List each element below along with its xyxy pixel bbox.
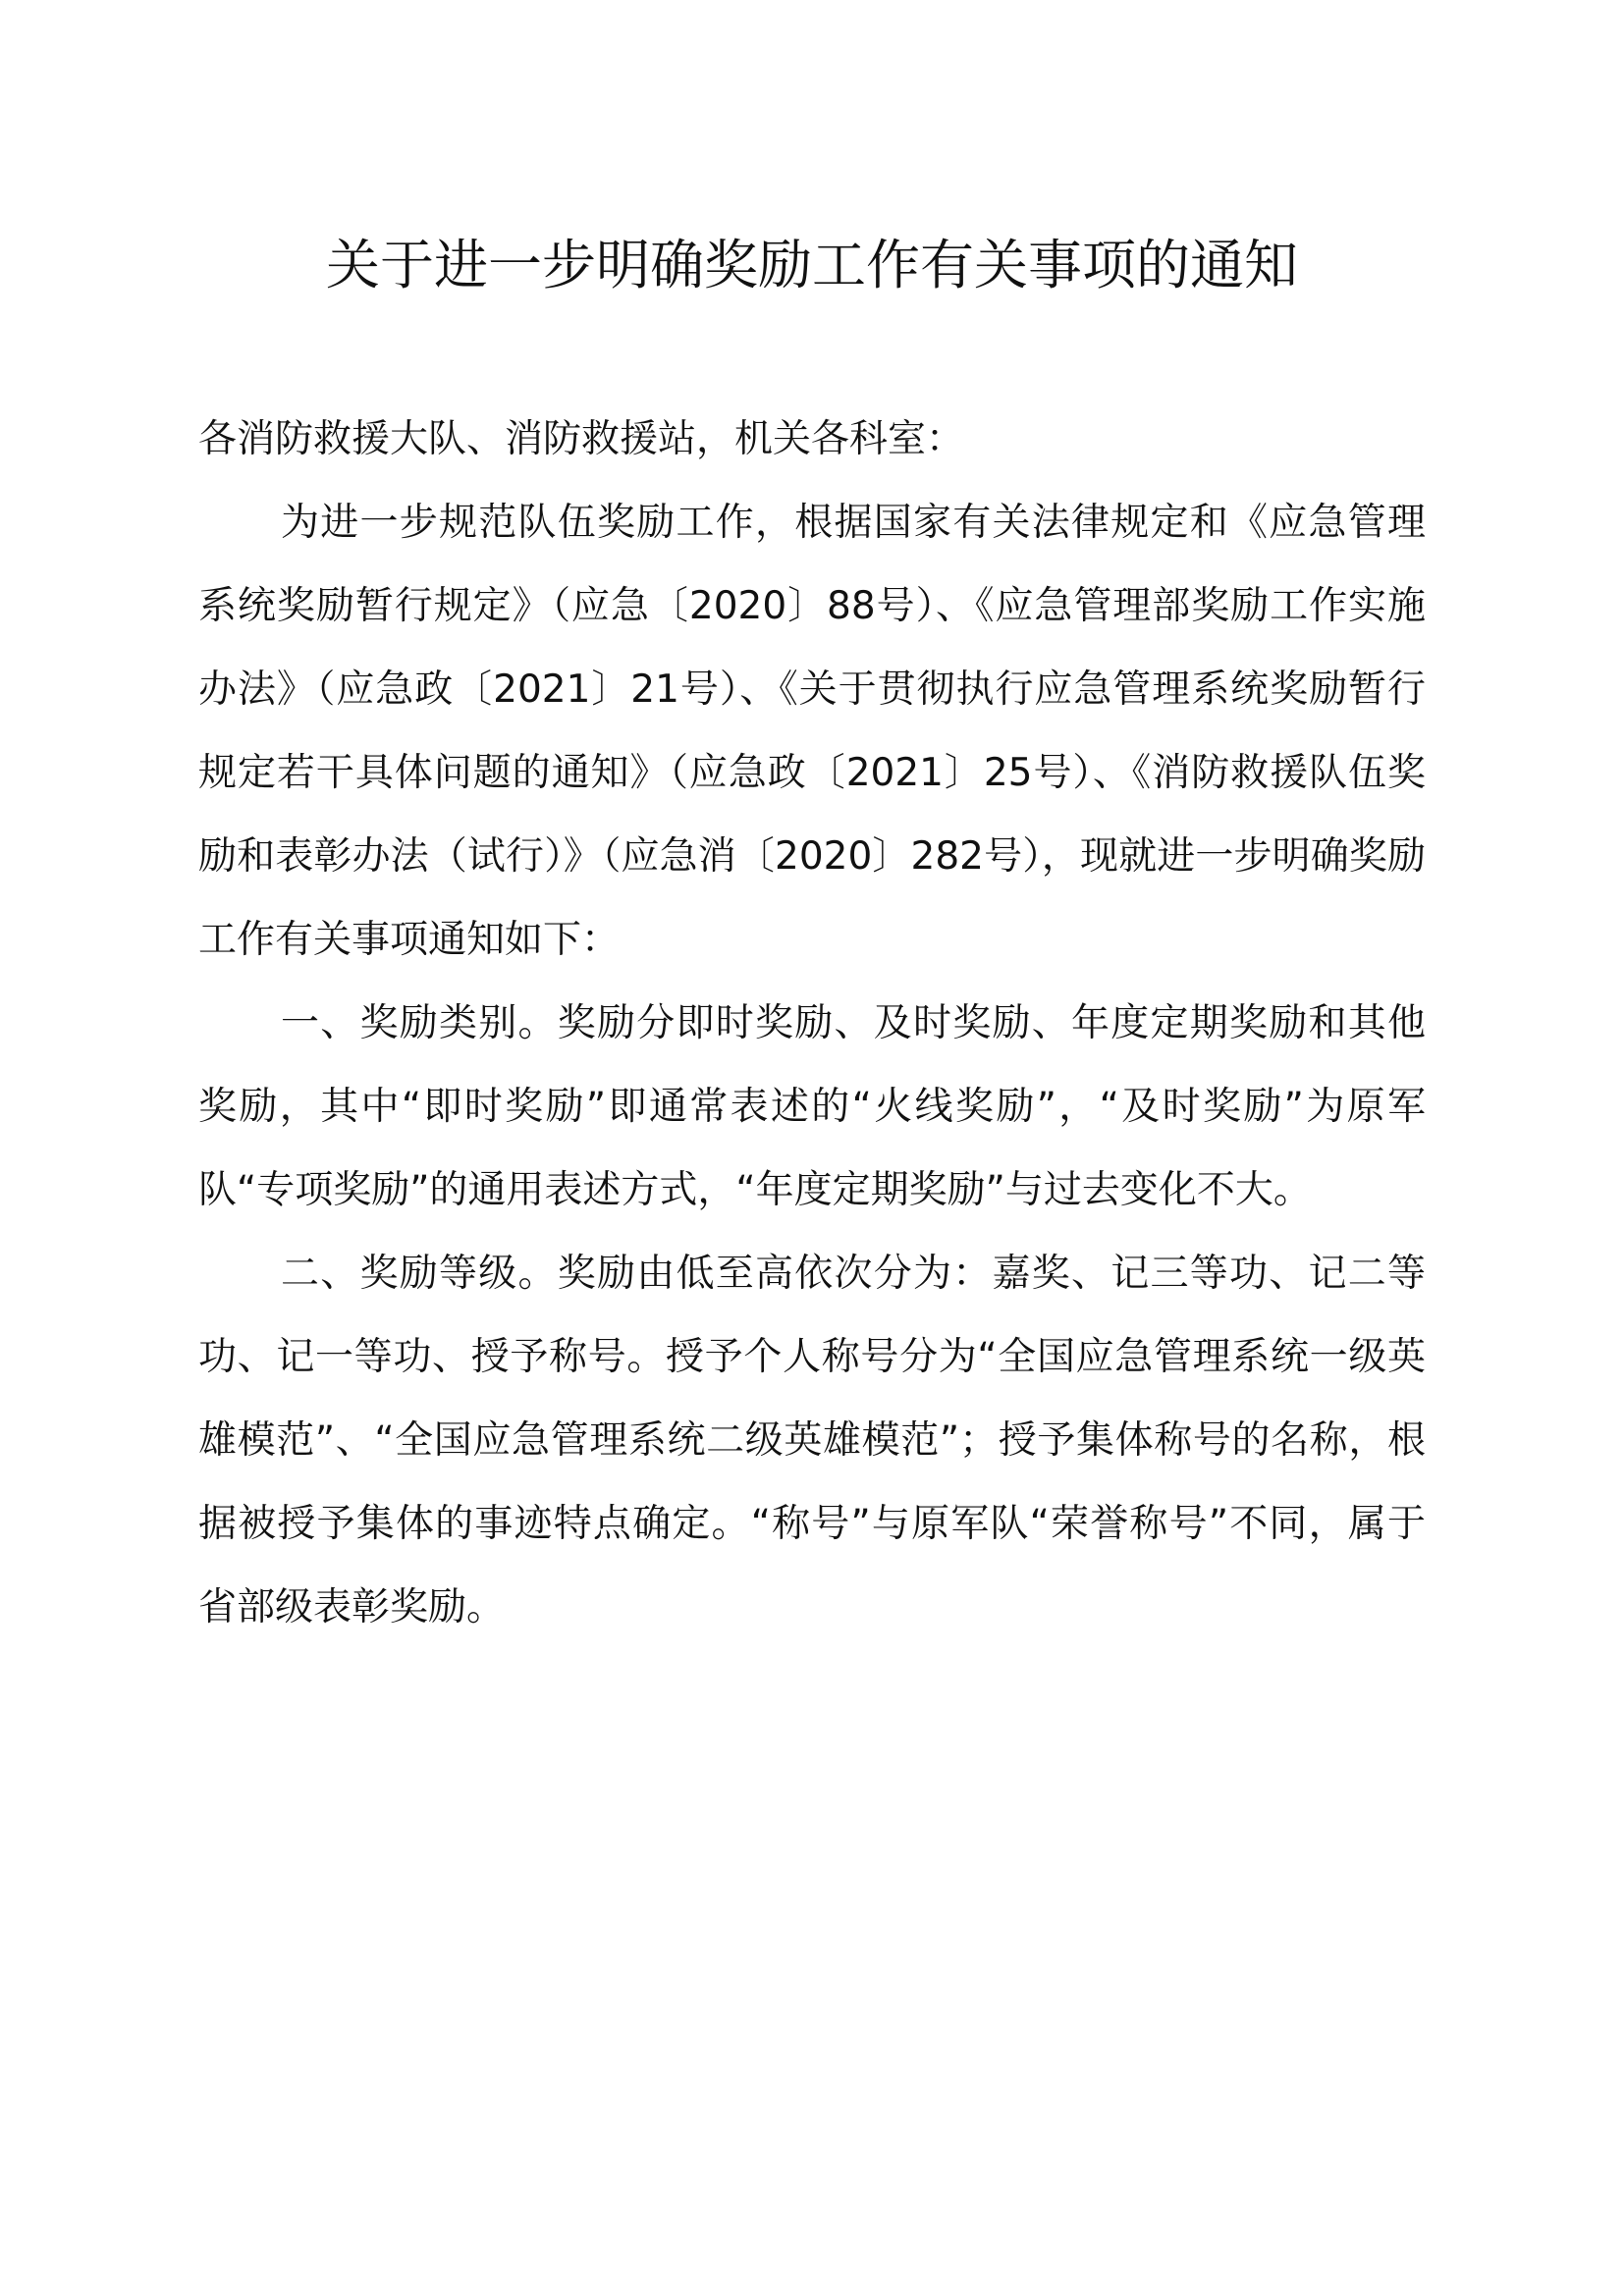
paragraph-reward-levels: 二、奖励等级。奖励由低至高依次分为：嘉奖、记三等功、记二等功、记一等功、授予称号。授予个人称号分为“全国应急管理系统一级英雄模范”、“全国应急管理系统二级英雄模范”；授予集体称号的名称，根据被授予集体的事迹特点确定。“称号”与原军队“荣誉称号”不同，属于省部级表彰奖励。 [198, 1252, 1426, 1629]
paragraph-reward-categories: 一、奖励类别。奖励分即时奖励、及时奖励、年度定期奖励和其他奖励，其中“即时奖励”即通常表述的“火线奖励”，“及时奖励”为原军队“专项奖励”的通用表述方式，“年度定期奖励”与过去变化不大。 [198, 1001, 1426, 1212]
salutation: 各消防救援大队、消防救援站，机关各科室： [198, 417, 965, 461]
document-title: 关于进一步明确奖励工作有关事项的通知 [325, 234, 1298, 296]
paragraph-intro: 为进一步规范队伍奖励工作，根据国家有关法律规定和《应急管理系统奖励暂行规定》（应急〔2020〕88号）、《应急管理部奖励工作实施办法》（应急政〔2021〕21号）、《关于贯彻执行应急管理系统奖励暂行规定若干具体问题的通知》（应急政〔2021〕25号）、《消防救援队伍奖励和表彰办法（试行）》（应急消〔2020〕282号），现就进一步明确奖励工作有关事项通知如下： [198, 501, 1426, 962]
document-body [198, 398, 1426, 1649]
